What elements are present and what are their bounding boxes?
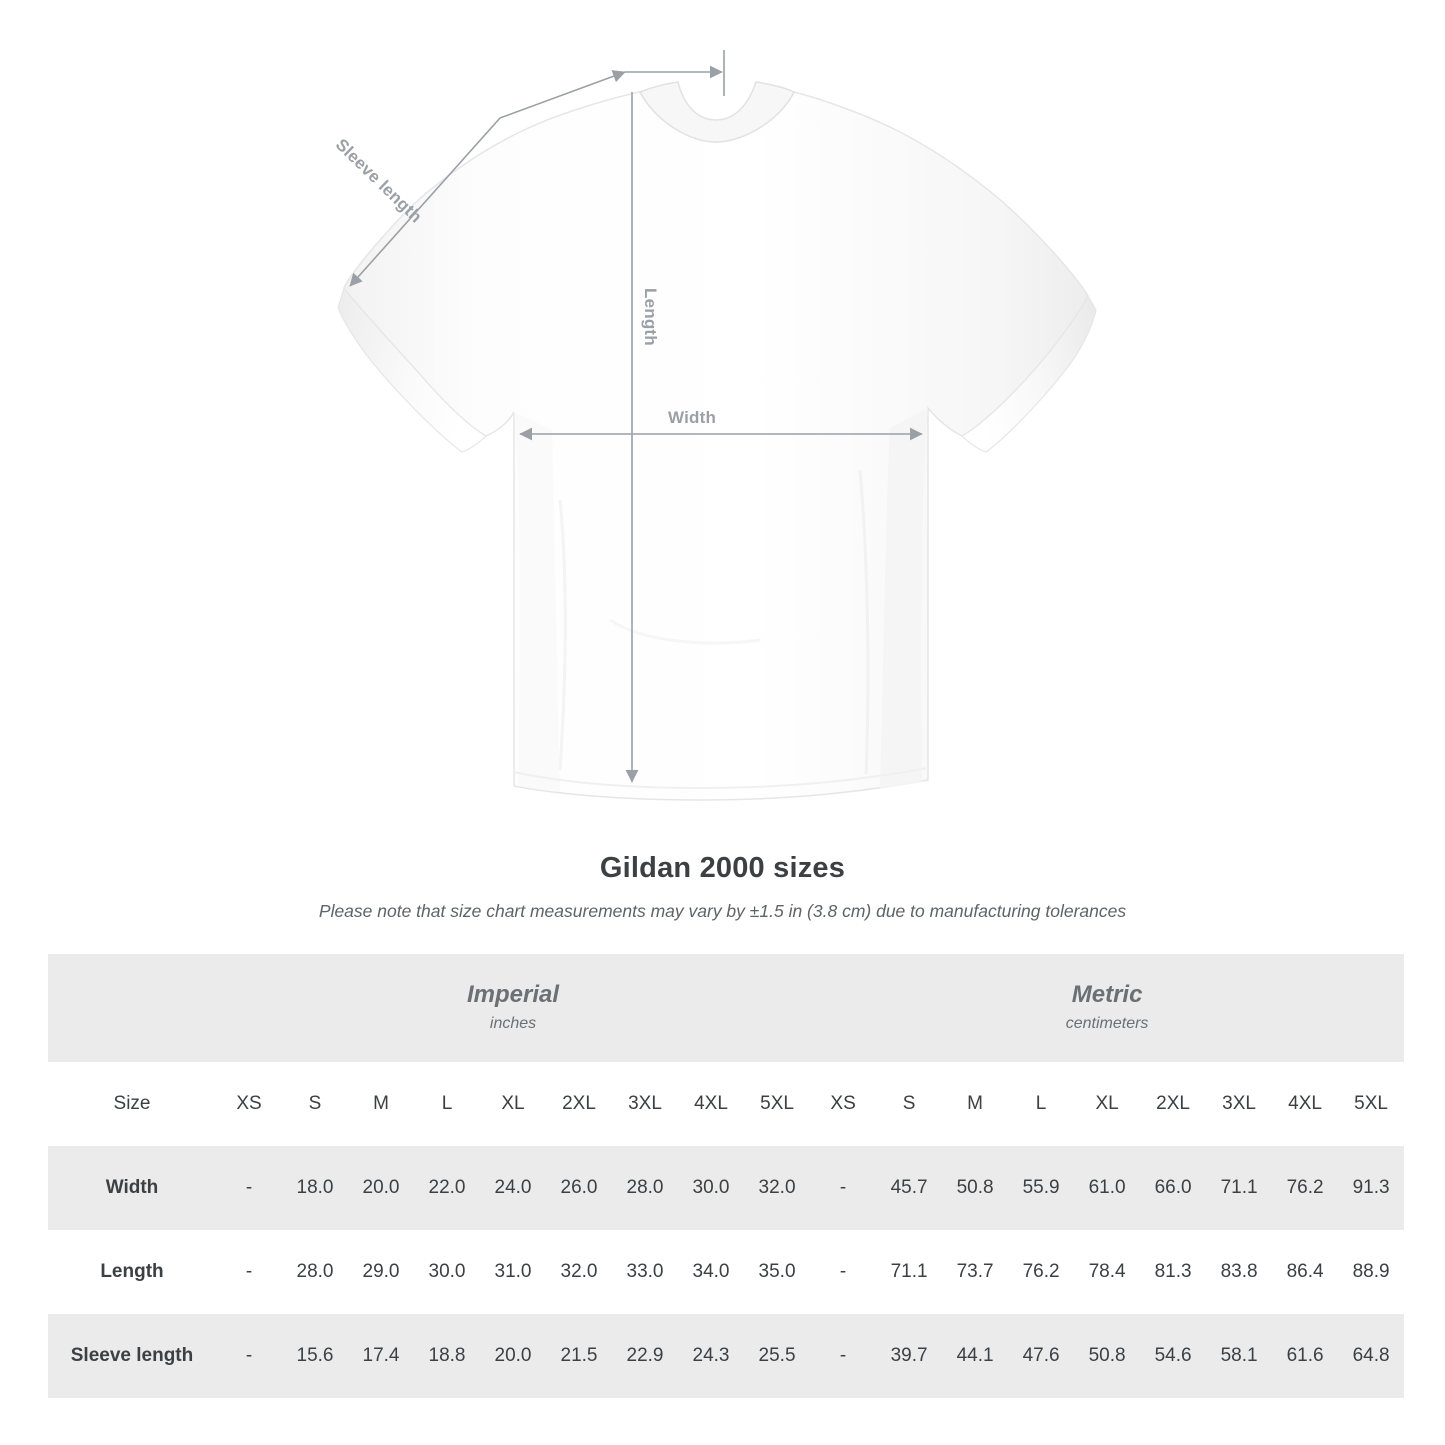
cell-length-metric-m: 73.7 [942,1230,1008,1314]
size-header-imperial-m: M [348,1062,414,1146]
size-header-metric-m: M [942,1062,1008,1146]
cell-sleeve-imperial-xs: - [216,1314,282,1398]
page-title: Gildan 2000 sizes [599,852,846,884]
size-header-metric-xl: XL [1074,1062,1140,1146]
size-header-metric-xs: XS [810,1062,876,1146]
size-header-imperial-xl: XL [480,1062,546,1146]
size-header-imperial-l: L [414,1062,480,1146]
size-header-metric-5xl: 5XL [1338,1062,1404,1146]
metric-group-header [810,954,1404,1062]
cell-sleeve-metric-2xl: 54.6 [1140,1314,1206,1398]
size-table-wrapper [48,954,1397,1398]
cell-sleeve-imperial-3xl: 22.9 [612,1314,678,1398]
table-row [48,1146,1404,1230]
size-header-metric-l: L [1008,1062,1074,1146]
size-header-metric-3xl: 3XL [1206,1062,1272,1146]
cell-width-metric-s: 45.7 [876,1146,942,1230]
cell-width-metric-5xl: 91.3 [1338,1146,1404,1230]
cell-width-metric-4xl: 76.2 [1272,1146,1338,1230]
metric-label: Metric [1071,981,1143,1008]
cell-length-metric-4xl: 86.4 [1272,1230,1338,1314]
cell-width-imperial-2xl: 26.0 [546,1146,612,1230]
cell-width-metric-3xl: 71.1 [1206,1146,1272,1230]
cell-length-metric-xl: 78.4 [1074,1230,1140,1314]
cell-length-metric-2xl: 81.3 [1140,1230,1206,1314]
imperial-label: Imperial [467,981,560,1008]
size-header-metric-4xl: 4XL [1272,1062,1338,1146]
cell-sleeve-imperial-m: 17.4 [348,1314,414,1398]
size-header-metric-s: S [876,1062,942,1146]
size-header-imperial-4xl: 4XL [678,1062,744,1146]
tolerance-note: Please note that size chart measurements may vary by ±1.5 in (3.8 cm) due to manufacturing tolerances [318,901,1127,921]
cell-length-imperial-l: 30.0 [414,1230,480,1314]
cell-width-imperial-4xl: 30.0 [678,1146,744,1230]
size-header-imperial-3xl: 3XL [612,1062,678,1146]
cell-sleeve-metric-l: 47.6 [1008,1314,1074,1398]
size-header-imperial-5xl: 5XL [744,1062,810,1146]
size-header-row [48,1062,1404,1146]
size-header-imperial-2xl: 2XL [546,1062,612,1146]
cell-width-imperial-m: 20.0 [348,1146,414,1230]
shirt-body [338,82,1096,800]
cell-sleeve-imperial-2xl: 21.5 [546,1314,612,1398]
cell-length-imperial-s: 28.0 [282,1230,348,1314]
cell-sleeve-imperial-5xl: 25.5 [744,1314,810,1398]
size-header-metric-2xl: 2XL [1140,1062,1206,1146]
cell-length-imperial-xl: 31.0 [480,1230,546,1314]
unit-header-spacer [48,954,216,1062]
cell-width-metric-2xl: 66.0 [1140,1146,1206,1230]
cell-length-imperial-xs: - [216,1230,282,1314]
cell-width-metric-xs: - [810,1146,876,1230]
cell-sleeve-metric-m: 44.1 [942,1314,1008,1398]
row-label-length: Length [48,1230,216,1314]
cell-length-imperial-4xl: 34.0 [678,1230,744,1314]
cell-sleeve-imperial-xl: 20.0 [480,1314,546,1398]
cell-sleeve-metric-xs: - [810,1314,876,1398]
unit-header-row [48,954,1404,1062]
size-header-label: Size [48,1062,216,1146]
cell-width-metric-l: 55.9 [1008,1146,1074,1230]
row-label-sleeve-length: Sleeve length [48,1314,216,1398]
cell-sleeve-metric-xl: 50.8 [1074,1314,1140,1398]
cell-length-metric-s: 71.1 [876,1230,942,1314]
size-header-imperial-xs: XS [216,1062,282,1146]
size-header-imperial-s: S [282,1062,348,1146]
size-chart-table [48,954,1404,1398]
cell-width-imperial-3xl: 28.0 [612,1146,678,1230]
cell-sleeve-metric-5xl: 64.8 [1338,1314,1404,1398]
cell-sleeve-metric-s: 39.7 [876,1314,942,1398]
row-label-width: Width [48,1146,216,1230]
title-block [0,852,1445,922]
cell-width-imperial-xl: 24.0 [480,1146,546,1230]
cell-width-metric-xl: 61.0 [1074,1146,1140,1230]
cell-length-metric-xs: - [810,1230,876,1314]
cell-sleeve-imperial-4xl: 24.3 [678,1314,744,1398]
cell-length-metric-5xl: 88.9 [1338,1230,1404,1314]
cell-sleeve-metric-4xl: 61.6 [1272,1314,1338,1398]
cell-length-imperial-m: 29.0 [348,1230,414,1314]
length-dimension-label: Length [641,288,660,346]
cell-width-metric-m: 50.8 [942,1146,1008,1230]
cell-length-imperial-2xl: 32.0 [546,1230,612,1314]
cell-width-imperial-l: 22.0 [414,1146,480,1230]
table-row [48,1314,1404,1398]
cell-width-imperial-5xl: 32.0 [744,1146,810,1230]
cell-sleeve-imperial-l: 18.8 [414,1314,480,1398]
width-dimension-label: Width [668,408,717,427]
cell-sleeve-imperial-s: 15.6 [282,1314,348,1398]
cell-length-imperial-5xl: 35.0 [744,1230,810,1314]
cell-length-imperial-3xl: 33.0 [612,1230,678,1314]
sleeve-length-dimension-label: Sleeve length [331,135,426,227]
cell-width-imperial-s: 18.0 [282,1146,348,1230]
metric-sublabel: centimeters [1065,1015,1149,1033]
imperial-group-header [216,954,810,1062]
cell-width-imperial-xs: - [216,1146,282,1230]
cell-length-metric-l: 76.2 [1008,1230,1074,1314]
cell-length-metric-3xl: 83.8 [1206,1230,1272,1314]
cell-sleeve-metric-3xl: 58.1 [1206,1314,1272,1398]
imperial-sublabel: inches [489,1015,537,1033]
table-row [48,1230,1404,1314]
